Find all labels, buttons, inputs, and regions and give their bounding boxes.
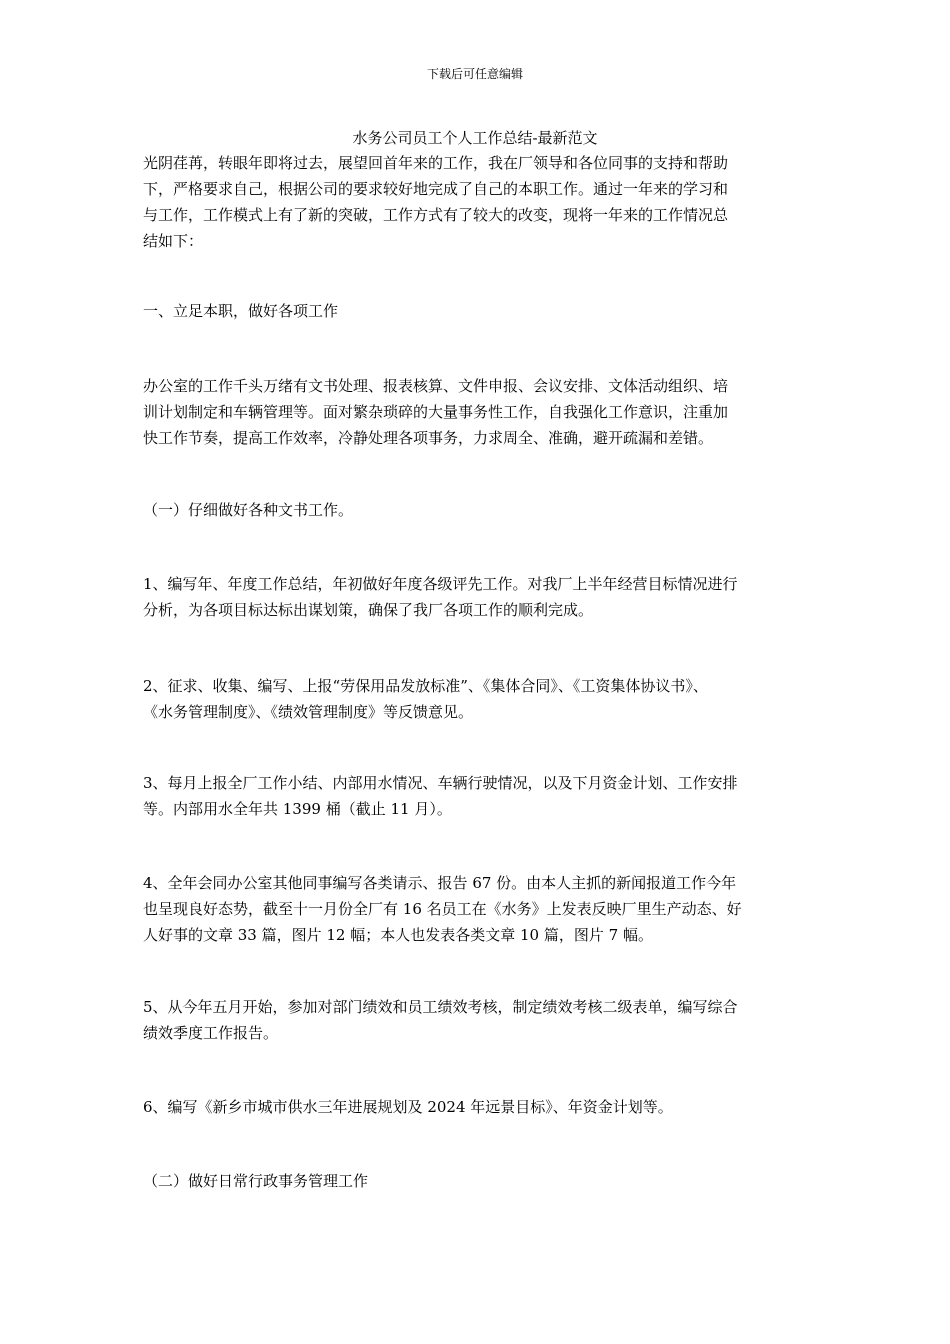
paragraph-line: 2、征求、收集、编写、上报“劳保用品发放标准”、《集体合同》、《工资集体协议书》、	[143, 677, 708, 695]
paragraph-line: 快工作节奏，提高工作效率，冷静处理各项事务，力求周全、准确，避开疏漏和差错。	[143, 429, 714, 447]
list-item-1	[143, 571, 813, 623]
paragraph-line: 办公室的工作千头万绪有文书处理、报表核算、文件申报、会议安排、文体活动组织、培	[143, 377, 729, 395]
paragraph-line: 1、编写年、年度工作总结，年初做好年度各级评先工作。对我厂上半年经营目标情况进行	[143, 575, 738, 593]
paragraph-line: 训计划制定和车辆管理等。面对繁杂琐碎的大量事务性工作，自我强化工作意识，注重加	[143, 403, 729, 421]
list-item-3	[143, 770, 813, 822]
paragraph-line: 《水务管理制度》、《绩效管理制度》等反馈意见。	[143, 703, 474, 721]
heading-line: 一、立足本职，做好各项工作	[143, 302, 339, 320]
document-title: 水务公司员工个人工作总结-最新范文	[352, 129, 598, 147]
paragraph-line: 5、从今年五月开始，参加对部门绩效和员工绩效考核，制定绩效考核二级表单，编写综合	[143, 998, 738, 1016]
intro-paragraph	[143, 150, 813, 254]
paragraph-line: 结如下：	[143, 232, 204, 250]
header-note: 下载后可任意编辑	[426, 67, 523, 81]
list-item-4	[143, 870, 813, 948]
list-item-5	[143, 994, 813, 1046]
paragraph-line: 光阴荏苒，转眼年即将过去，展望回首年来的工作，我在厂领导和各位同事的支持和帮助	[143, 154, 729, 172]
heading-line: （二）做好日常行政事务管理工作	[143, 1172, 369, 1190]
list-item-6	[143, 1094, 813, 1120]
paragraph-line: 绩效季度工作报告。	[143, 1024, 279, 1042]
list-item-2	[143, 673, 813, 725]
paragraph-line: 人好事的文章 33 篇，图片 12 幅；本人也发表各类文章 10 篇，图片 7 幅。	[143, 926, 653, 944]
paragraph-line: 也呈现良好态势，截至十一月份全厂有 16 名员工在《水务》上发表反映厂里生产动态、好	[143, 900, 742, 918]
paragraph-line: 6、编写《新乡市城市供水三年进展规划及 2024 年远景目标》、年资金计划等。	[143, 1098, 673, 1116]
paragraph-line: 与工作，工作模式上有了新的突破，工作方式有了较大的改变，现将一年来的工作情况总	[143, 206, 729, 224]
paragraph-line: 4、全年会同办公室其他同事编写各类请示、报告 67 份。由本人主抓的新闻报道工作今年	[143, 874, 737, 892]
subsection-heading-1	[143, 497, 813, 523]
section-heading-1	[143, 298, 813, 324]
subsection-heading-2	[143, 1168, 813, 1194]
paragraph-line: 等。内部用水全年共 1399 桶（截止 11 月）。	[143, 800, 452, 818]
paragraph-line: 3、每月上报全厂工作小结、内部用水情况、车辆行驶情况，以及下月资金计划、工作安排	[143, 774, 738, 792]
heading-line: （一）仔细做好各种文书工作。	[143, 501, 354, 519]
paragraph-line: 分析，为各项目标达标出谋划策，确保了我厂各项工作的顺利完成。	[143, 601, 594, 619]
office-work-paragraph	[143, 373, 813, 451]
paragraph-line: 下，严格要求自己，根据公司的要求较好地完成了自己的本职工作。通过一年来的学习和	[143, 180, 729, 198]
